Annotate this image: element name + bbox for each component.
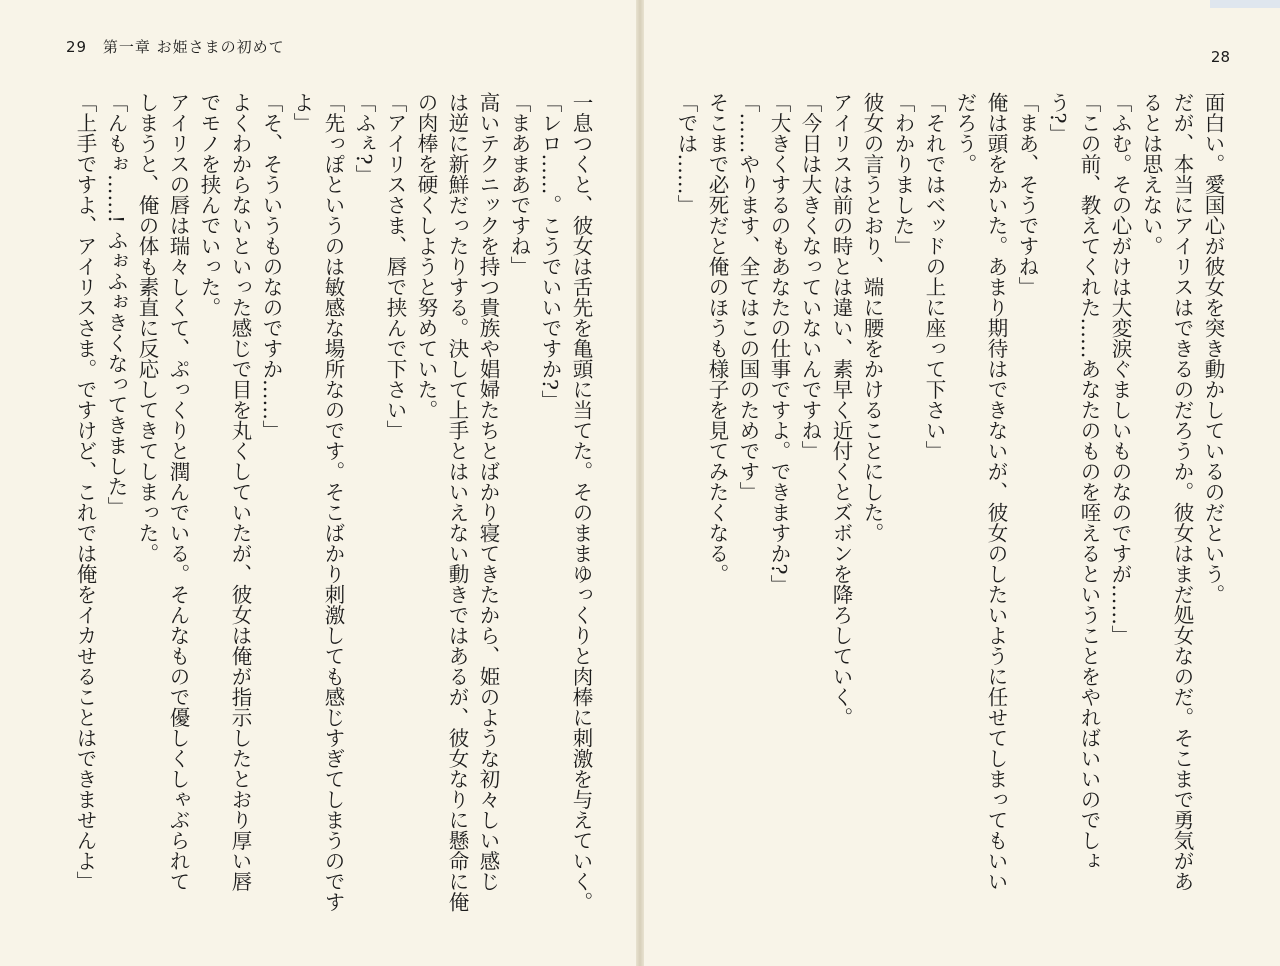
text-line: だが、本当にアイリスはできるのだろうか。彼女はまだ処女なのだ。そこまで勇気があ bbox=[1170, 92, 1194, 892]
text-line: 「まあまあですね」 bbox=[507, 92, 531, 277]
book-gutter bbox=[636, 0, 644, 966]
text-line: 「そ、そういうものなのですか……」 bbox=[259, 92, 283, 441]
right-page-number: 28 bbox=[1210, 48, 1230, 66]
text-line: 「ふぇ?」 bbox=[352, 92, 376, 185]
left-page-text bbox=[56, 92, 596, 912]
text-line: よくわからないといった感じで目を丸くしていたが、彼女は俺が指示したとおり厚い唇 bbox=[228, 92, 252, 892]
text-line: の肉棒を硬くしようと努めていた。 bbox=[414, 92, 438, 420]
text-line: だろう。 bbox=[953, 92, 977, 174]
text-line: 「アイリスさま、唇で挟んで下さい」 bbox=[383, 92, 407, 441]
text-line: でモノを挟んでいった。 bbox=[197, 92, 221, 318]
left-page-number: 29 bbox=[66, 38, 88, 56]
text-line: しまうと、俺の体も素直に反応してきてしまった。 bbox=[135, 92, 159, 564]
text-line: 「ふむ。その心がけは大変涙ぐましいものなのですが……」 bbox=[1108, 92, 1132, 646]
text-line: 「レロ……。こうでいいですか?」 bbox=[538, 92, 562, 411]
text-line: 「上手ですよ、アイリスさま。ですけど、これでは俺をイカせることはできませんよ」 bbox=[73, 92, 97, 892]
chapter-title: 第一章 お姫さまの初めて bbox=[102, 38, 285, 56]
text-line: 「先っぽというのは敏感な場所なのです。そこばかり刺激しても感じすぎてしまうのです bbox=[321, 92, 345, 912]
text-line: 面白い。愛国心が彼女を突き動かしているのだという。 bbox=[1201, 92, 1225, 605]
text-line: 「この前、教えてくれた……あなたのものを咥えるということをやればいいのでしょう?」 bbox=[1046, 92, 1101, 871]
text-line: 「……やります、全てはこの国のためです」 bbox=[736, 92, 760, 502]
text-line: 「んもぉ……! ふぉふぉきくなってきました」 bbox=[104, 92, 128, 517]
text-line: 「では……」 bbox=[674, 92, 698, 215]
text-line: 「それではベッドの上に座って下さい」 bbox=[922, 92, 946, 461]
text-line: アイリスは前の時とは違い、素早く近付くとズボンを降ろしていく。 bbox=[829, 92, 853, 728]
text-line: 「わかりました」 bbox=[891, 92, 915, 256]
page-edge-mark bbox=[1210, 0, 1280, 8]
text-line: アイリスの唇は瑞々しくて、ぷっくりと潤んでいる。そんなもので優しくしゃぶられて bbox=[166, 92, 190, 892]
right-page-text bbox=[674, 92, 1228, 912]
text-line: るとは思えない。 bbox=[1139, 92, 1163, 256]
text-line: 俺は頭をかいた。あまり期待はできないが、彼女のしたいように任せてしまってもいい bbox=[984, 92, 1008, 892]
text-line: 「大きくするのもあなたの仕事ですよ。できますか?」 bbox=[767, 92, 791, 595]
text-line: 「まあ、そうですね」 bbox=[1015, 92, 1039, 297]
text-line: よ」 bbox=[290, 92, 314, 133]
text-line: 一息つくと、彼女は舌先を亀頭に当てた。そのままゆっくりと肉棒に刺激を与えていく。 bbox=[569, 92, 593, 912]
text-line: そこまで必死だと俺のほうも様子を見てみたくなる。 bbox=[705, 92, 729, 584]
text-line: 高いテクニックを持つ貴族や娼婦たちとばかり寝てきたから、姫のような初々しい感じ bbox=[476, 92, 500, 892]
text-line: は逆に新鮮だったりする。決して上手とはいえない動きではあるが、彼女なりに懸命に俺 bbox=[445, 92, 469, 912]
text-line: 「今日は大きくなっていないんですね」 bbox=[798, 92, 822, 461]
text-line: 彼女の言うとおり、端に腰をかけることにした。 bbox=[860, 92, 884, 543]
running-head bbox=[66, 36, 285, 57]
